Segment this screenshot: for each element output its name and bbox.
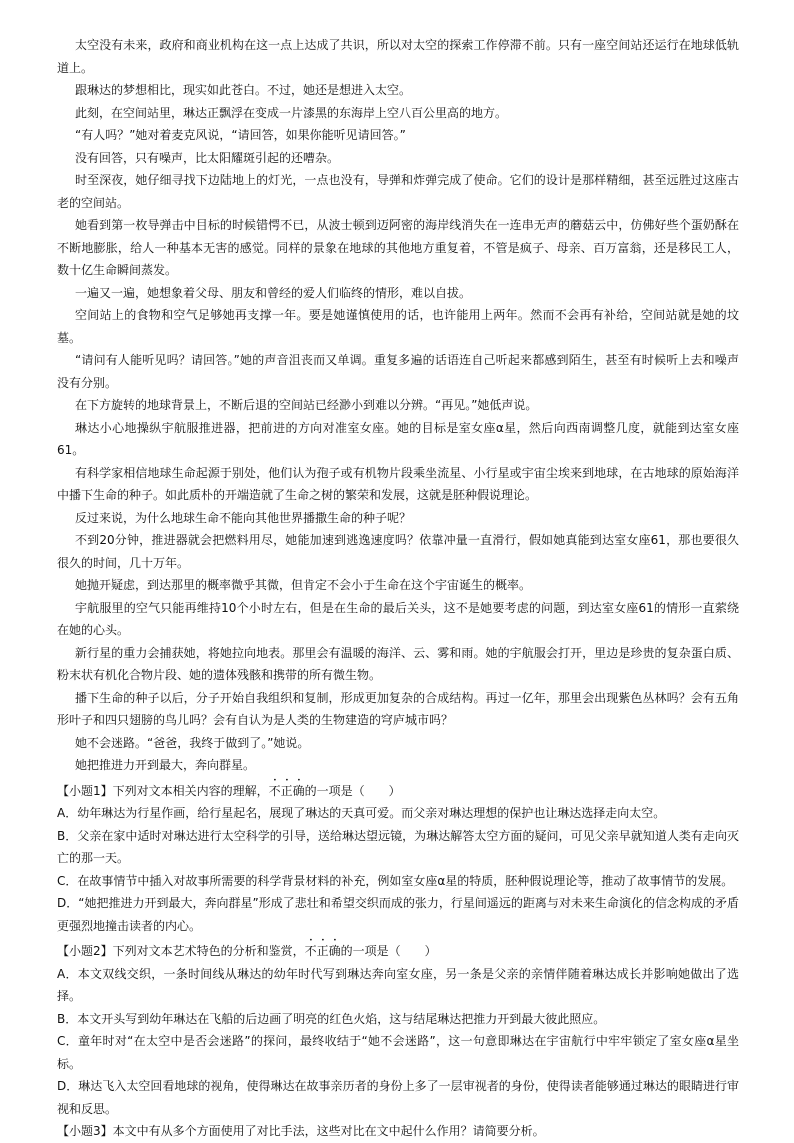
story-paragraph: “请问有人能听见吗？请回答。”她的声音沮丧而又单调。重复多遍的话语连自己听起来都感到陌生，甚至有时候听上去和噪声没有分别。 (57, 353, 739, 390)
story-paragraph: 琳达小心地操纵宇航服推进器，把前进的方向对准室女座。她的目标是室女座α星，然后向西南调整几度，就能到达室女座61。 (57, 420, 739, 457)
story-paragraph: 她不会迷路。“爸爸，我终于做到了。”她说。 (75, 735, 310, 750)
option-c: C．在故事情节中插入对故事所需要的科学背景材料的补充，例如室女座α星的特质，胚种假说理论等，推动了故事情节的发展。 (57, 873, 734, 888)
question-2 (57, 937, 739, 1120)
question-stem-text: 【小题2】下列对文本艺术特色的分析和鉴赏， (57, 944, 305, 958)
question-1 (57, 777, 739, 938)
question-stem-text: 【小题1】下列对文本相关内容的理解， (57, 783, 269, 798)
story-paragraph: 有科学家相信地球生命起源于别处，他们认为孢子或有机物片段乘坐流星、小行星或宇宙尘埃来到地球，在古地球的原始海洋中播下生命的种子。如此质朴的开端造就了生命之树的繁荣和发展，这就是胚种假说理论。 (57, 465, 739, 502)
option-d: D．“她把推进力开到最大，奔向群星”形成了悲壮和希望交织而成的张力，行星间遥远的距离与对未来生命演化的信念构成的矛盾更强烈地撞击读者的内心。 (57, 896, 739, 933)
story-paragraph: “有人吗？”她对着麦克风说，“请回答，如果你能听见请回答。” (75, 128, 406, 142)
story-paragraph: 播下生命的种子以后，分子开始自我组织和复制，形成更加复杂的合成结构。再过一亿年，那里会出现紫色丛林吗？会有五角形叶子和四只翅膀的鸟儿吗？会有自认为是人类的生物建造的穹庐城市吗？ (57, 690, 739, 727)
story-paragraph: 太空没有未来，政府和商业机构在这一点上达成了共识，所以对太空的探索工作停滞不前。只有一座空间站还运行在地球低轨道上。 (57, 38, 739, 75)
option-a: A．幼年琳达为行星作画，给行星起名，展现了琳达的天真可爱。而父亲对琳达理想的保护也让琳达选择走向太空。 (57, 806, 666, 820)
story-paragraph: 没有回答，只有噪声，比太阳耀斑引起的还嘈杂。 (75, 150, 340, 165)
question-1-stem (57, 777, 739, 803)
option-c: C．童年时对“在太空中是否会迷路”的探问，最终收结于“她不会迷路”，这一句意即琳达在宇宙航行中牢牢锁定了室女座α星坐标。 (57, 1034, 739, 1071)
story-text (57, 34, 739, 777)
option-d: D．琳达飞入太空回看地球的视角，使得琳达在故事亲历者的身份上多了一层审视者的身份，使得读者能够通过琳达的眼睛进行审视和反思。 (57, 1079, 739, 1116)
story-paragraph: 在下方旋转的地球背景上，不断后退的空间站已经渺小到难以分辨。“再见。”她低声说。 (75, 398, 538, 412)
question-3 (57, 1120, 739, 1143)
story-paragraph: 空间站上的食物和空气足够她再支撑一年。要是她谨慎使用的话，也许能用上两年。然而不会再有补给，空间站就是她的坟墓。 (57, 308, 739, 345)
story-paragraph: 反过来说，为什么地球生命不能向其他世界播撒生命的种子呢？ (75, 510, 412, 525)
emphasis-dots: 不正确 (268, 783, 305, 798)
story-paragraph: 她看到第一枚导弹击中目标的时候错愕不已，从波士顿到迈阿密的海岸线消失在一连串无声的蘑菇云中，仿佛好些个蛋奶酥在不断地膨胀，给人一种基本无害的感觉。同样的景象在地球的其他地方重复着，不管是疯子、母亲、百万富翁，还是移民工人，数十亿生命瞬间蒸发。 (57, 218, 739, 277)
option-b: B．父亲在家中适时对琳达进行太空科学的引导，送给琳达望远镜，为琳达解答太空方面的疑问，可见父亲早就知道人类有走向灭亡的那一天。 (57, 828, 739, 865)
question-3-stem: 【小题3】本文中有从多个方面使用了对比手法，这些对比在文中起什么作用？请简要分析。 (57, 1124, 545, 1138)
story-paragraph: 她抛开疑虑，到达那里的概率微乎其微，但肯定不会小于生命在这个宇宙诞生的概率。 (75, 578, 532, 592)
question-2-stem (57, 937, 739, 963)
story-paragraph: 一遍又一遍，她想象着父母、朋友和曾经的爱人们临终的情形，难以自拔。 (75, 285, 472, 300)
story-paragraph: 她把推进力开到最大，奔向群星。 (75, 758, 256, 772)
question-stem-text: 的一项是（ ） (304, 783, 401, 798)
story-paragraph: 新行星的重力会捕获她，将她拉向地表。那里会有温暖的海洋、云、雾和雨。她的宇航服会打开，里边是珍贵的复杂蛋白质、粉末状有机化合物片段、她的遗体残骸和携带的所有微生物。 (57, 645, 739, 682)
option-b: B．本文开头写到幼年琳达在飞船的后边画了明亮的红色火焰，这与结尾琳达把推力开到最大彼此照应。 (57, 1011, 606, 1026)
story-paragraph: 时至深夜，她仔细寻找下边陆地上的灯光，一点也没有，导弹和炸弹完成了使命。它们的设计是那样精细，甚至远胜过这座古老的空间站。 (57, 173, 739, 210)
story-paragraph: 跟琳达的梦想相比，现实如此苍白。不过，她还是想进入太空。 (75, 83, 412, 97)
option-a: A．本文双线交织，一条时间线从琳达的幼年时代写到琳达奔向室女座，另一条是父亲的亲情伴随着琳达成长并影响她做出了选择。 (57, 966, 739, 1003)
story-paragraph: 宇航服里的空气只能再维持10个小时左右，但是在生命的最后关头，这不是她要考虑的问题，到达室女座61的情形一直萦绕在她的心头。 (57, 600, 739, 637)
document-body (57, 34, 739, 1143)
question-stem-text: 的一项是（ ） (340, 944, 437, 958)
story-paragraph: 不到20分钟，推进器就会把燃料用尽，她能加速到逃逸速度吗？依靠冲量一直滑行，假如她真能到达室女座61，那也要很久很久的时间，几十万年。 (57, 533, 739, 570)
story-paragraph: 此刻，在空间站里，琳达正飘浮在变成一片漆黑的东海岸上空八百公里高的地方。 (75, 105, 508, 120)
emphasis-dots: 不正确 (304, 944, 341, 958)
